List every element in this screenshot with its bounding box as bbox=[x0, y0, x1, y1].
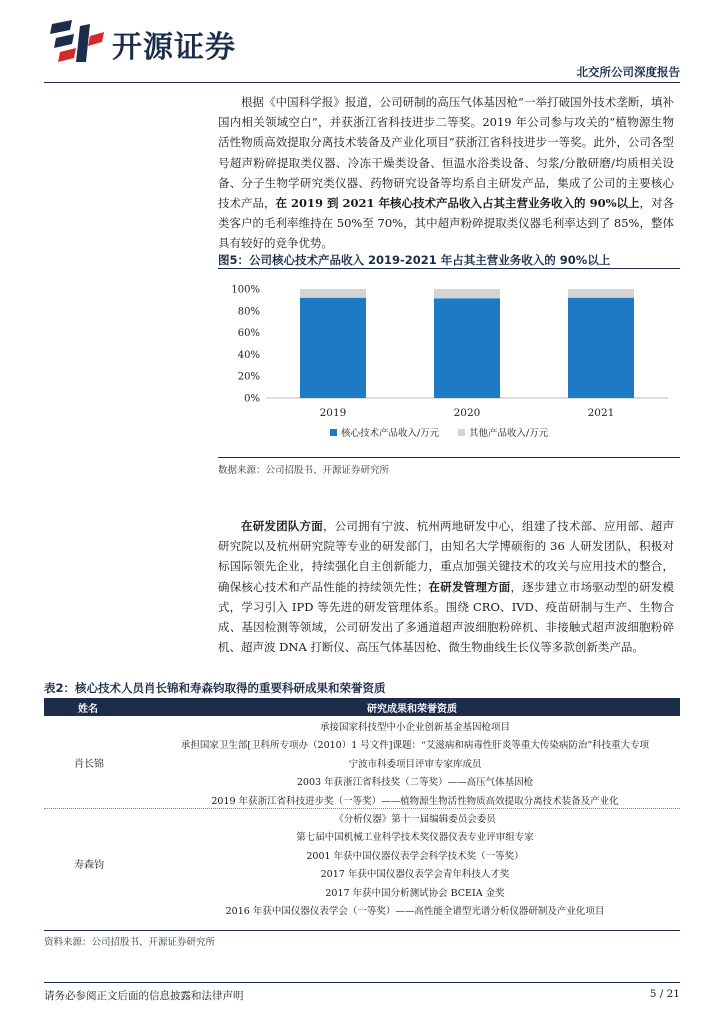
text-run-0: 根据《中国科学报》报道，公司研制的高压气体基因枪“一举打破国外技术垄断，填补国内相关领域空白”，并获浙江省科技进步二等奖。2019 年公司参与攻关的“植物源生物活性物质高效提取分离技术装备及产业化项目”获浙江省科技进步一等奖。此外，公司各型号超声粉碎提取类仪器、冷冻干燥类设备、恒温水浴类设备、匀浆/分散研磨/均质相关设备、分子生物学研究类仪器、药物研究设备等均系自主研发产品，集成了公司的主要核心技术产品， bbox=[218, 95, 674, 211]
legend-swatch-0 bbox=[330, 429, 337, 436]
table-cell-name: 肖长锦 bbox=[74, 759, 104, 770]
x-tick-label: 2020 bbox=[453, 407, 481, 419]
bar-other-2020 bbox=[434, 289, 500, 298]
report-type-label: 北交所公司深度报告 bbox=[576, 65, 680, 79]
y-tick-label: 0% bbox=[244, 393, 260, 405]
table-cell-achievement: 2019 年获浙江省科技进步奖（一等奖）——植物源生物活性物质高效提取分离技术装备及产业化 bbox=[211, 795, 619, 807]
table-cell-name: 寿森钧 bbox=[74, 860, 104, 872]
table-body bbox=[0, 716, 724, 932]
figure-title: 图5：公司核心技术产品收入 2019-2021 年占其主营业务收入的 90%以上 bbox=[218, 253, 611, 267]
bar-core-2019 bbox=[300, 298, 366, 398]
legend-swatch-1 bbox=[458, 429, 465, 436]
logo-mark-icon bbox=[50, 18, 108, 64]
table-cell-achievement: 2017 年获中国分析测试协会 BCEIA 金奖 bbox=[325, 887, 505, 899]
table-cell-achievement: 承接国家科技型中小企业创新基金基因枪项目 bbox=[319, 722, 510, 733]
footer-disclaimer: 请务必参阅正文后面的信息披露和法律声明 bbox=[44, 990, 244, 1002]
paragraph-2 bbox=[218, 516, 674, 657]
y-tick-label: 40% bbox=[237, 349, 260, 361]
bar-other-2019 bbox=[300, 289, 366, 298]
paragraph-1 bbox=[218, 92, 674, 254]
page-number: 5 / 21 bbox=[649, 988, 680, 1000]
logo-text: 开源证券 bbox=[112, 30, 236, 65]
revenue-share-chart bbox=[218, 274, 680, 452]
header-divider bbox=[44, 82, 680, 83]
y-tick-label: 20% bbox=[237, 371, 260, 383]
table-cell-achievement: 宁波市科委项目评审专家库成员 bbox=[348, 758, 482, 770]
text-run-3: ，逐步建立市场驱动型的研发模式，学习引入 IPD 等先进的研发管理体系。围绕 CRO、IVD、疫苗研制与生产、生物合成、基因检测等领域，公司研发出了多通道超声波细胞粉碎机、非接触式超声波细胞粉碎机、超声波 DNA 打断仪、高压气体基因枪、微生物曲线生长仪等多款创新类产品。 bbox=[218, 579, 675, 655]
table-cell-achievement: 《分析仪器》第十一届编辑委员会委员 bbox=[334, 814, 496, 825]
table-cell-achievement: 2001 年获中国仪器仪表学会科学技术奖（一等奖） bbox=[306, 850, 524, 862]
header-achievements: 研究成果和荣誉资质 bbox=[367, 704, 457, 715]
bold-run-1: 在 2019 到 2021 年核心技术产品收入占其主营业务收入的 90%以上 bbox=[275, 196, 640, 211]
y-tick-label: 100% bbox=[231, 284, 260, 296]
table-title: 表2：核心技术人员肖长锦和寿森钧取得的重要科研成果和荣誉资质 bbox=[44, 681, 386, 695]
group-divider bbox=[44, 808, 680, 809]
x-tick-label: 2019 bbox=[319, 407, 347, 419]
table-cell-achievement: 承担国家卫生部[卫科所专项办（2010）1 号文件]课题：“艾滋病和病毒性肝炎等重大传染病防治”科技重大专项 bbox=[180, 740, 650, 752]
bar-other-2021 bbox=[568, 289, 634, 298]
company-logo bbox=[50, 18, 270, 66]
table-header bbox=[44, 698, 680, 716]
bold-run-2: 在研发管理方面 bbox=[428, 579, 511, 594]
bar-core-2020 bbox=[434, 298, 500, 398]
table-cell-achievement: 第七届中国机械工业科学技术奖仪器仪表专业评审组专家 bbox=[296, 832, 534, 844]
table-bottom-divider bbox=[44, 930, 680, 931]
x-tick-label: 2021 bbox=[587, 407, 615, 419]
header-name: 姓名 bbox=[78, 704, 98, 715]
text-run-2: ，对各类客户的毛利率维持在 50%至 70%，其中超声粉碎提取类仪器毛利率达到了 85%，整体具有较好的竞争优势。 bbox=[218, 196, 675, 251]
bar-core-2021 bbox=[568, 298, 634, 398]
figure-title-divider bbox=[218, 268, 680, 269]
table-cell-achievement: 2017 年获中国仪器仪表学会青年科技人才奖 bbox=[320, 869, 510, 881]
y-tick-label: 60% bbox=[237, 328, 260, 340]
text-run-1: ，公司拥有宁波、杭州两地研发中心，组建了技术部、应用部、超声研究院以及杭州研究院等专业的研发部门，由知名大学博硕衔的 36 人研发团队，积极对标国际领先企业，持续强化自主创新能力，重点加强关键技术的攻关与应用技术的整合，确保核心技术和产品性能的持续领先性； bbox=[218, 519, 675, 594]
table-source: 资料来源：公司招股书、开源证券研究所 bbox=[44, 937, 216, 948]
bold-run-0: 在研发团队方面 bbox=[241, 519, 323, 533]
footer-divider bbox=[44, 982, 680, 983]
legend-label-1: 其他产品收入/万元 bbox=[469, 428, 549, 439]
table-cell-achievement: 2003 年获浙江省科技奖（二等奖）——高压气体基因枪 bbox=[296, 777, 534, 789]
figure-source: 数据来源：公司招股书、开源证券研究所 bbox=[218, 465, 390, 476]
table-cell-achievement: 2016 年获中国仪器仪表学会（一等奖）——高性能全谱型光谱分析仪器研制及产业化项目 bbox=[225, 906, 605, 917]
y-tick-label: 80% bbox=[237, 306, 260, 318]
figure-bottom-divider bbox=[218, 457, 680, 458]
legend-label-0: 核心技术产品收入/万元 bbox=[341, 428, 440, 439]
